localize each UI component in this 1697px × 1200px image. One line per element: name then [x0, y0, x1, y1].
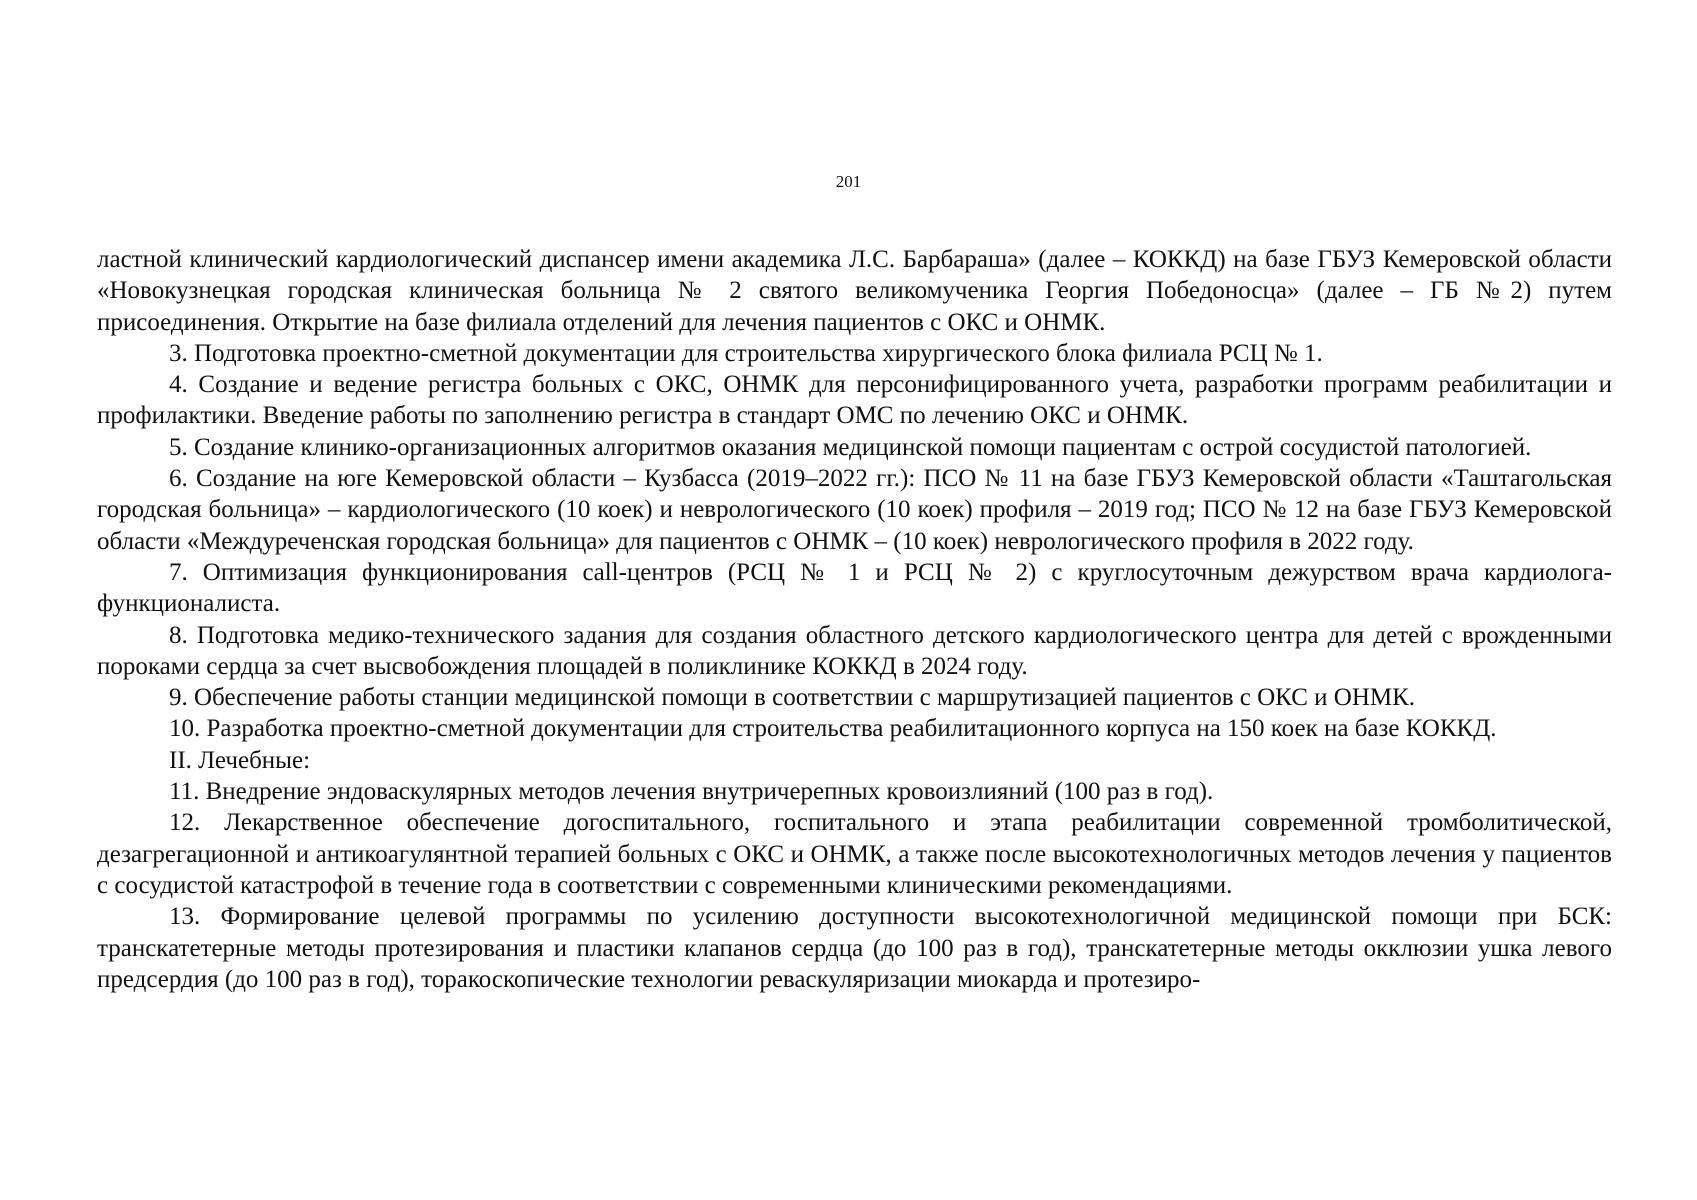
document-body: [97, 244, 1612, 995]
paragraph-item-9: 9. Обеспечение работы станции медицинской помощи в соответствии с маршрутизацией пациентов с ОКС и ОНМК.: [169, 684, 1416, 712]
section-heading-treatment: II. Лечебные:: [169, 746, 311, 774]
paragraph-item-8: 8. Подготовка медико-технического задания для создания областного детского кардиологического центра для детей с врожденными пороками сердца за счет высвобождения площадей в поликлинике КОККД в 2024 году.: [97, 621, 1612, 680]
paragraph-item-12: 12. Лекарственное обеспечение догоспитального, госпитального и этапа реабилитации современной тромболитической, дезагрегационной и антикоагулянтной терапией больных с ОКС и ОНМК, а также после высокотехнологичных методов лечения у пациентов с сосудистой катастрофой в течение года в соответствии с современными клиническими рекомендациями.: [97, 809, 1612, 899]
paragraph-item-3: 3. Подготовка проектно-сметной документации для строительства хирургического блока филиала РСЦ № 1.: [169, 339, 1323, 367]
paragraph-item-7: 7. Оптимизация функционирования call-центров (РСЦ № 1 и РСЦ № 2) с круглосуточным дежурством врача кардиолога-функционалиста.: [97, 558, 1612, 618]
page-number: 201: [835, 172, 862, 191]
paragraph-item-6: 6. Создание на юге Кемеровской области – Кузбасса (2019–2022 гг.): ПСО № 11 на базе ГБУЗ Кемеровской области «Таштагольская городская больница» – кардиологического (10 коек) и неврологического (10 коек) профиля – 2019 год; ПСО № 12 на базе ГБУЗ Кемеровской области «Междуреченская городская больница» для пациентов с ОНМК – (10 коек) неврологического профиля в 2022 году.: [97, 465, 1612, 555]
paragraph-item-13: 13. Формирование целевой программы по усилению доступности высокотехнологичной медицинской помощи при БСК: транскатетерные методы протезирования и пластики клапанов сердца (до 100 раз в год), транскатетерные методы окклюзии ушка левого предсердия (до 100 раз в год), торакоскопические технологии реваскуляризации миокарда и протезиро-: [97, 903, 1612, 993]
paragraph-item-5: 5. Создание клинико-организационных алгоритмов оказания медицинской помощи пациентам с острой сосудистой патологией.: [169, 433, 1532, 461]
paragraph-item-11: 11. Внедрение эндоваскулярных методов лечения внутричерепных кровоизлияний (100 раз в год).: [169, 778, 1214, 806]
paragraph-item-10: 10. Разработка проектно-сметной документации для строительства реабилитационного корпуса на 150 коек на базе КОККД.: [169, 715, 1497, 743]
paragraph-continuation: ластной клинический кардиологический диспансер имени академика Л.С. Барбараша» (далее – КОККД) на базе ГБУЗ Кемеровской области «Новокузнецкая городская клиническая больница № 2 святого великомученика Георгия Победоносца» (далее – ГБ №2) путем присоединения. Открытие на базе филиала отделений для лечения пациентов с ОКС и ОНМК.: [97, 246, 1612, 336]
paragraph-item-4: 4. Создание и ведение регистра больных с ОКС, ОНМК для персонифицированного учета, разработки программ реабилитации и профилактики. Введение работы по заполнению регистра в стандарт ОМС по лечению ОКС и ОНМК.: [97, 371, 1612, 430]
